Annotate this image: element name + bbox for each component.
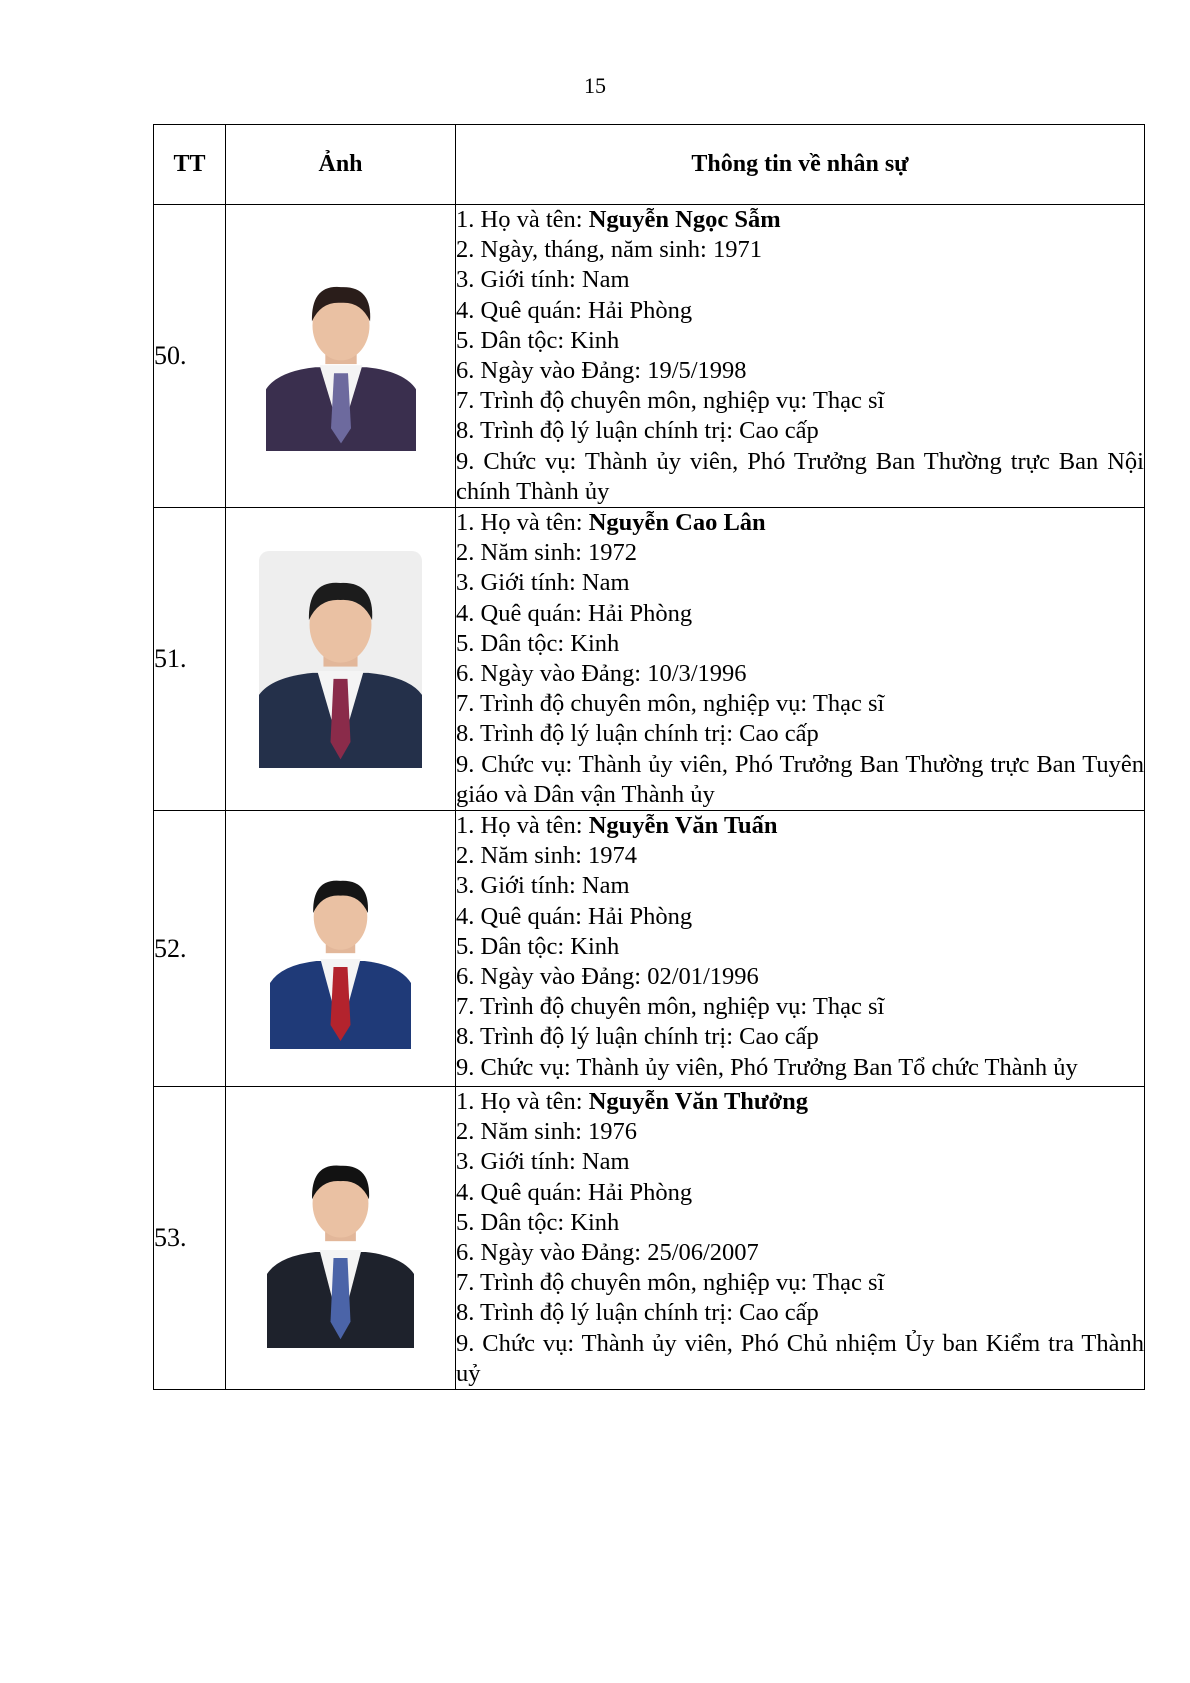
column-header-tt: TT [154,125,226,205]
info-line: 3. Giới tính: Nam [456,872,630,900]
info-position: 9. Chức vụ: Thành ủy viên, Phó Trưởng Ban Thường trực Ban Nội chính Thành ủy [456,447,1144,505]
info-line: 6. Ngày vào Đảng: 10/3/1996 [456,660,747,688]
name-label: 1. Họ và tên: [456,1088,589,1116]
table-row [154,205,1145,508]
row-number: 51. [154,508,226,811]
info-line: 6. Ngày vào Đảng: 02/01/1996 [456,963,759,991]
info-line: 3. Giới tính: Nam [456,266,630,294]
info-line: 7. Trình độ chuyên môn, nghiệp vụ: Thạc sĩ [456,1269,885,1297]
info-line: 2. Năm sinh: 1974 [456,842,638,870]
info-line: 2. Năm sinh: 1972 [456,539,638,567]
info-line: 4. Quê quán: Hải Phòng [456,296,693,324]
info-line: 5. Dân tộc: Kinh [456,629,620,657]
info-line: 5. Dân tộc: Kinh [456,932,620,960]
info-name-line [456,811,1144,841]
info-line: 8. Trình độ lý luận chính trị: Cao cấp [456,1299,819,1327]
info-name-line [456,205,1144,235]
column-header-photo: Ảnh [226,125,456,205]
person-name: Nguyễn Cao Lân [588,509,766,537]
portrait-photo [266,261,416,451]
info-line: 3. Giới tính: Nam [456,1148,630,1176]
table-header-row [154,125,1145,205]
portrait-cell [226,205,456,508]
person-name: Nguyễn Văn Thưởng [588,1088,809,1116]
info-line: 6. Ngày vào Đảng: 25/06/2007 [456,1239,759,1267]
personnel-info [456,508,1145,811]
info-name-line [456,508,1144,538]
personnel-info [456,811,1145,1087]
row-number: 53. [154,1087,226,1390]
info-line: 6. Ngày vào Đảng: 19/5/1998 [456,357,747,385]
info-line: 7. Trình độ chuyên môn, nghiệp vụ: Thạc sĩ [456,993,885,1021]
personnel-info [456,205,1145,508]
info-line: 2. Năm sinh: 1976 [456,1118,638,1146]
info-line: 2. Ngày, tháng, năm sinh: 1971 [456,236,762,264]
info-position: 9. Chức vụ: Thành ủy viên, Phó Trưởng Ban Tổ chức Thành ủy [456,1053,1078,1081]
portrait-cell [226,508,456,811]
person-name: Nguyễn Ngọc Sẫm [588,206,781,233]
name-label: 1. Họ và tên: [456,812,589,840]
table-row [154,1087,1145,1390]
info-line: 7. Trình độ chuyên môn, nghiệp vụ: Thạc sĩ [456,387,885,415]
name-label: 1. Họ và tên: [456,206,589,233]
table-row [154,508,1145,811]
name-label: 1. Họ và tên: [456,509,589,537]
info-name-line [456,1087,1144,1117]
portrait-cell [226,1087,456,1390]
info-position: 9. Chức vụ: Thành ủy viên, Phó Chủ nhiệm Ủy ban Kiểm tra Thành uỷ [456,1329,1144,1387]
info-line: 8. Trình độ lý luận chính trị: Cao cấp [456,1023,819,1051]
info-line: 4. Quê quán: Hải Phòng [456,1178,693,1206]
personnel-info [456,1087,1145,1390]
info-line: 5. Dân tộc: Kinh [456,1208,620,1236]
info-position: 9. Chức vụ: Thành ủy viên, Phó Trưởng Ban Thường trực Ban Tuyên giáo và Dân vận Thành ủy [456,750,1144,808]
info-line: 5. Dân tộc: Kinh [456,326,620,354]
portrait-photo [267,1129,414,1348]
portrait-cell [226,811,456,1087]
page-number: 15 [584,73,606,98]
portrait-photo [270,849,411,1049]
info-line: 4. Quê quán: Hải Phòng [456,902,693,930]
info-line: 8. Trình độ lý luận chính trị: Cao cấp [456,720,819,748]
column-header-info: Thông tin về nhân sự [456,125,1145,205]
row-number: 52. [154,811,226,1087]
portrait-photo [259,551,422,768]
table-row [154,811,1145,1087]
info-line: 3. Giới tính: Nam [456,569,630,597]
person-name: Nguyễn Văn Tuấn [588,812,778,840]
info-line: 7. Trình độ chuyên môn, nghiệp vụ: Thạc sĩ [456,690,885,718]
info-line: 4. Quê quán: Hải Phòng [456,599,693,627]
personnel-table [153,124,1145,1390]
row-number: 50. [154,205,226,508]
info-line: 8. Trình độ lý luận chính trị: Cao cấp [456,417,819,445]
